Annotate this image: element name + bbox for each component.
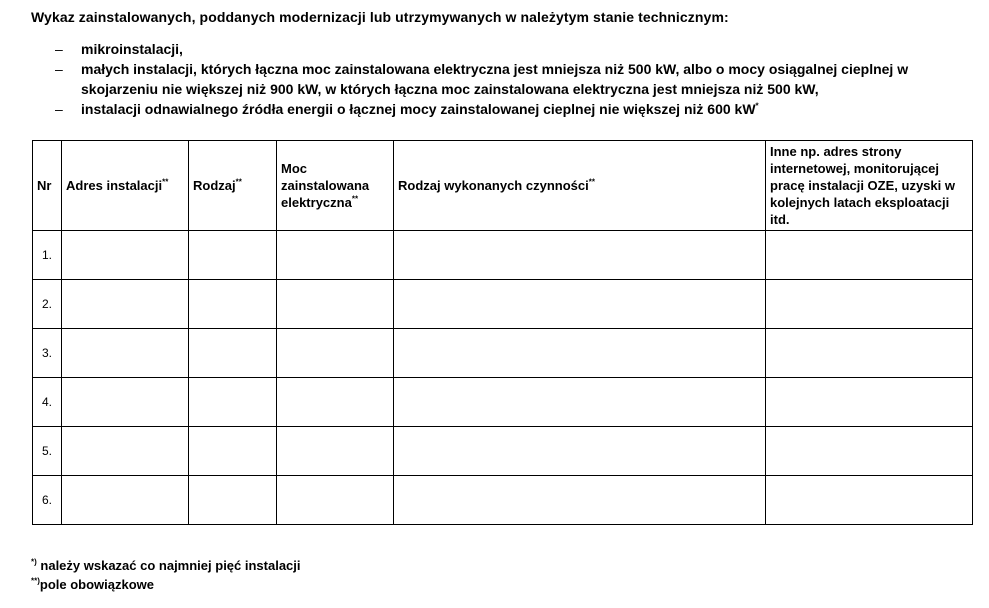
header-nr: Nr [33, 141, 62, 231]
installations-table [32, 140, 973, 525]
cell-inne[interactable] [766, 427, 973, 476]
cell-moc[interactable] [277, 231, 394, 280]
list-item [55, 99, 955, 119]
cell-rodzaj[interactable] [189, 280, 277, 329]
footnote-2: **)pole obowiązkowe [31, 576, 155, 592]
cell-inne[interactable] [766, 231, 973, 280]
header-adres: Adres instalacji** [62, 141, 189, 231]
cell-rodzaj[interactable] [189, 329, 277, 378]
cell-moc[interactable] [277, 329, 394, 378]
footnotes [31, 556, 301, 594]
cell-czynnosci[interactable] [394, 427, 766, 476]
cell-inne[interactable] [766, 476, 973, 525]
cell-czynnosci[interactable] [394, 231, 766, 280]
row-number: 1. [33, 231, 62, 280]
installation-type-list [55, 39, 955, 119]
list-item-text: instalacji odnawialnego źródła energii o łącznej mocy zainstalowanej cieplnej nie większej niż 600 kW [81, 101, 756, 117]
cell-inne[interactable] [766, 378, 973, 427]
dash-marker: – [55, 41, 63, 57]
table-row [33, 280, 973, 329]
cell-adres[interactable] [62, 476, 189, 525]
dash-marker: – [55, 61, 63, 77]
header-czynnosci: Rodzaj wykonanych czynności** [394, 141, 766, 231]
cell-moc[interactable] [277, 476, 394, 525]
cell-moc[interactable] [277, 280, 394, 329]
row-number: 3. [33, 329, 62, 378]
table-header-row [33, 141, 973, 231]
header-moc: Moc zainstalowana elektryczna** [277, 141, 394, 231]
list-item-text: mikroinstalacji, [81, 41, 183, 57]
cell-inne[interactable] [766, 280, 973, 329]
footnote-mark: * [755, 101, 759, 111]
cell-rodzaj[interactable] [189, 378, 277, 427]
footnote-1: *) należy wskazać co najmniej pięć instalacji [31, 557, 301, 573]
cell-czynnosci[interactable] [394, 280, 766, 329]
list-item-text: małych instalacji, których łączna moc zainstalowana elektryczna jest mniejsza niż 500 kW, albo o mocy osiągalnej cieplnej w skojarzeniu nie większej niż 900 kW, w których łączna moc zainstalowana elektryczna jest mniejsza niż 500 kW, [81, 61, 909, 97]
header-inne: Inne np. adres strony internetowej, monitorującej pracę instalacji OZE, uzyski w kolejnych latach eksploatacji itd. [766, 141, 973, 231]
list-item [55, 39, 955, 59]
cell-czynnosci[interactable] [394, 378, 766, 427]
document-heading: Wykaz zainstalowanych, poddanych modernizacji lub utrzymywanych w należytym stanie technicznym: [31, 9, 729, 25]
cell-adres[interactable] [62, 427, 189, 476]
cell-adres[interactable] [62, 280, 189, 329]
cell-rodzaj[interactable] [189, 427, 277, 476]
cell-adres[interactable] [62, 378, 189, 427]
cell-rodzaj[interactable] [189, 476, 277, 525]
row-number: 4. [33, 378, 62, 427]
table-row [33, 378, 973, 427]
list-item [55, 59, 955, 99]
cell-adres[interactable] [62, 231, 189, 280]
cell-czynnosci[interactable] [394, 476, 766, 525]
cell-rodzaj[interactable] [189, 231, 277, 280]
header-rodzaj: Rodzaj** [189, 141, 277, 231]
cell-inne[interactable] [766, 329, 973, 378]
row-number: 2. [33, 280, 62, 329]
row-number: 6. [33, 476, 62, 525]
cell-adres[interactable] [62, 329, 189, 378]
cell-moc[interactable] [277, 378, 394, 427]
row-number: 5. [33, 427, 62, 476]
cell-moc[interactable] [277, 427, 394, 476]
dash-marker: – [55, 101, 63, 117]
table-row [33, 427, 973, 476]
cell-czynnosci[interactable] [394, 329, 766, 378]
table-row [33, 476, 973, 525]
table-row [33, 329, 973, 378]
table-row [33, 231, 973, 280]
